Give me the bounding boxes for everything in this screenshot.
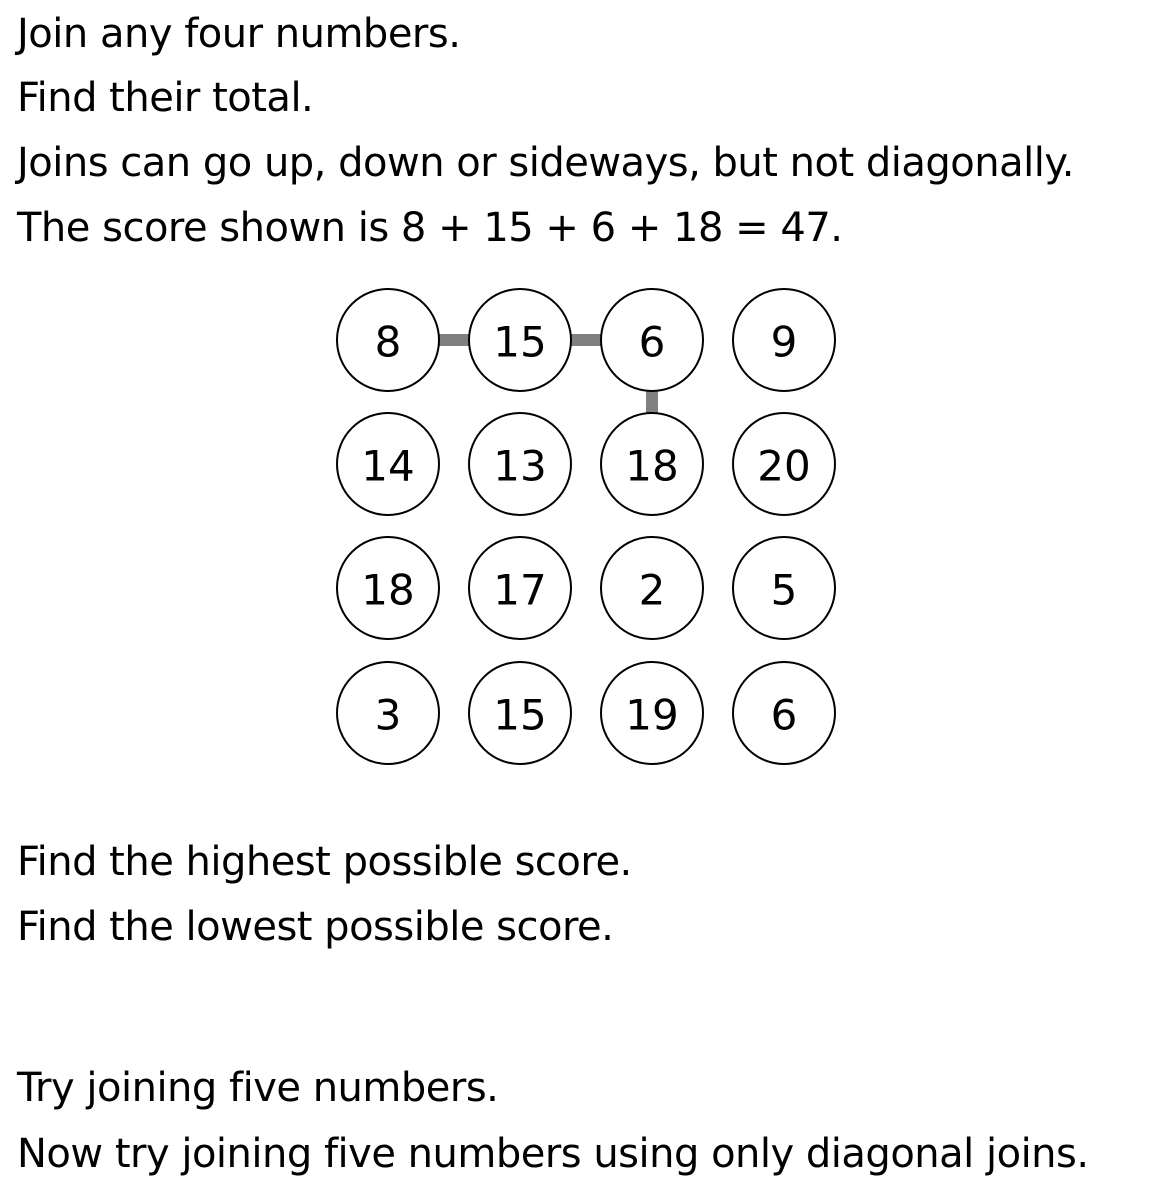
grid-cell (601, 662, 703, 764)
cell-number: 6 (638, 317, 666, 367)
grid-cell (337, 537, 439, 639)
grid-cell (733, 289, 835, 391)
grid-cell (337, 413, 439, 515)
grid-cell (733, 537, 835, 639)
grid-cell (337, 289, 439, 391)
grid-cell (337, 662, 439, 764)
extension-diagonal-joins: Now try joining five numbers using only diagonal joins. (17, 1131, 1089, 1177)
instruction-join-directions: Joins can go up, down or sideways, but not diagonally. (17, 140, 1075, 186)
task-highest-score: Find the highest possible score. (17, 839, 632, 885)
cell-number: 14 (361, 441, 415, 491)
instruction-join-four: Join any four numbers. (17, 11, 461, 57)
grid-cell (733, 662, 835, 764)
cell-number: 8 (374, 317, 402, 367)
instruction-example-score: The score shown is 8 + 15 + 6 + 18 = 47. (17, 205, 843, 251)
cell-number: 15 (493, 690, 547, 740)
task-lowest-score: Find the lowest possible score. (17, 904, 614, 950)
extension-five-numbers: Try joining five numbers. (17, 1065, 499, 1111)
cell-number: 5 (770, 565, 798, 615)
cell-number: 3 (374, 690, 402, 740)
cell-number: 17 (493, 565, 547, 615)
cell-number: 18 (625, 441, 679, 491)
grid-cell (601, 537, 703, 639)
cell-number: 19 (625, 690, 679, 740)
cell-number: 20 (757, 441, 811, 491)
instruction-find-total: Find their total. (17, 75, 314, 121)
grid-cell (469, 537, 571, 639)
grid-cell (469, 662, 571, 764)
cell-number: 6 (770, 690, 798, 740)
grid-cell (601, 413, 703, 515)
cell-number: 15 (493, 317, 547, 367)
cell-number: 13 (493, 441, 547, 491)
grid-cell (469, 413, 571, 515)
cell-number: 18 (361, 565, 415, 615)
grid-cell (601, 289, 703, 391)
grid-cell (733, 413, 835, 515)
cell-number: 9 (770, 317, 798, 367)
cell-number: 2 (638, 565, 666, 615)
grid-cell (469, 289, 571, 391)
